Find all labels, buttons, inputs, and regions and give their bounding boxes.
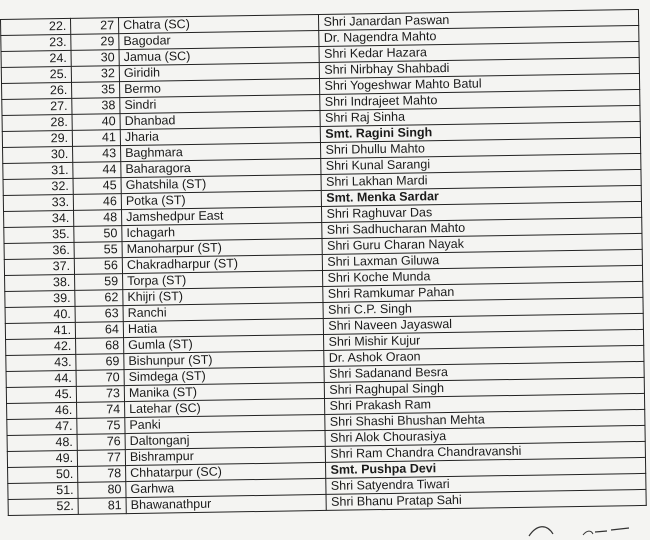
serial-number: 29.	[2, 130, 72, 147]
serial-number: 30.	[3, 146, 73, 163]
candidate-name: Shri Yogeshwar Mahto Batul	[320, 73, 640, 94]
candidate-name: Smt. Ragini Singh	[321, 121, 641, 142]
constituency-name: Ghatshila (ST)	[121, 174, 322, 193]
constituency-number: 62	[75, 290, 123, 307]
serial-number: 48.	[7, 434, 77, 451]
candidate-name: Shri Naveen Jayaswal	[324, 313, 644, 334]
candidate-name: Shri Raghuvar Das	[322, 201, 642, 222]
constituency-number: 41	[72, 130, 120, 147]
serial-number: 46.	[7, 402, 77, 419]
signature-mark	[525, 520, 635, 540]
constituency-number: 56	[74, 258, 122, 275]
constituency-name: Dhanbad	[120, 110, 321, 129]
serial-number: 22.	[1, 18, 71, 35]
candidate-name: Shri Mishir Kujur	[324, 329, 644, 350]
serial-number: 25.	[1, 66, 71, 83]
candidate-name: Dr. Ashok Oraon	[324, 345, 644, 366]
constituency-number: 45	[73, 178, 121, 195]
serial-number: 33.	[3, 194, 73, 211]
constituency-name: Bagodar	[119, 30, 320, 49]
constituency-number: 74	[77, 402, 125, 419]
candidate-table-body	[1, 9, 647, 515]
serial-number: 45.	[6, 386, 76, 403]
serial-number: 52.	[8, 498, 78, 515]
constituency-name: Potka (ST)	[121, 190, 322, 209]
candidate-name: Shri Koche Munda	[323, 265, 643, 286]
candidate-name: Shri Satyendra Tiwari	[326, 473, 646, 494]
candidate-name: Shri C.P. Singh	[323, 297, 643, 318]
serial-number: 24.	[1, 50, 71, 67]
serial-number: 39.	[5, 290, 75, 307]
serial-number: 41.	[5, 322, 75, 339]
constituency-number: 29	[71, 34, 119, 51]
constituency-name: Panki	[125, 414, 326, 433]
constituency-number: 32	[71, 66, 119, 83]
constituency-number: 70	[76, 370, 124, 387]
candidate-name: Shri Dhullu Mahto	[321, 137, 641, 158]
constituency-number: 44	[73, 162, 121, 179]
constituency-name: Giridih	[119, 62, 320, 81]
candidate-name: Dr. Nagendra Mahto	[319, 25, 639, 46]
serial-number: 28.	[2, 114, 72, 131]
serial-number: 34.	[4, 210, 74, 227]
constituency-name: Ranchi	[123, 302, 324, 321]
constituency-name: Ichagarh	[122, 222, 323, 241]
serial-number: 31.	[3, 162, 73, 179]
serial-number: 43.	[6, 354, 76, 371]
serial-number: 40.	[5, 306, 75, 323]
candidate-name: Shri Raj Sinha	[320, 105, 640, 126]
serial-number: 35.	[4, 226, 74, 243]
constituency-number: 77	[77, 450, 125, 467]
constituency-number: 73	[76, 386, 124, 403]
serial-number: 26.	[2, 82, 72, 99]
constituency-name: Torpa (ST)	[123, 270, 324, 289]
constituency-number: 59	[75, 274, 123, 291]
constituency-number: 38	[72, 98, 120, 115]
serial-number: 27.	[2, 98, 72, 115]
constituency-number: 75	[77, 418, 125, 435]
constituency-name: Khijri (ST)	[123, 286, 324, 305]
candidate-table	[0, 9, 647, 516]
constituency-number: 30	[71, 50, 119, 67]
constituency-name: Jharia	[120, 126, 321, 145]
candidate-name: Shri Shashi Bhushan Mehta	[325, 409, 645, 430]
candidate-name: Smt. Pushpa Devi	[326, 457, 646, 478]
candidate-name: Shri Sadhucharan Mahto	[322, 217, 642, 238]
serial-number: 37.	[4, 258, 74, 275]
constituency-number: 48	[74, 210, 122, 227]
candidate-name: Smt. Menka Sardar	[322, 185, 642, 206]
candidate-name: Shri Kunal Sarangi	[321, 153, 641, 174]
constituency-name: Chakradharpur (ST)	[122, 254, 323, 273]
constituency-number: 46	[73, 194, 121, 211]
constituency-name: Bishrampur	[125, 446, 326, 465]
candidate-name: Shri Raghupal Singh	[325, 377, 645, 398]
candidate-name: Shri Indrajeet Mahto	[320, 89, 640, 110]
candidate-name: Shri Kedar Hazara	[319, 41, 639, 62]
constituency-name: Bishunpur (ST)	[124, 350, 325, 369]
candidate-name: Shri Prakash Ram	[325, 393, 645, 414]
constituency-number: 64	[75, 322, 123, 339]
constituency-name: Bhawanathpur	[126, 494, 327, 513]
constituency-name: Hatia	[123, 318, 324, 337]
constituency-number: 68	[76, 338, 124, 355]
serial-number: 50.	[8, 466, 78, 483]
constituency-number: 63	[75, 306, 123, 323]
serial-number: 49.	[7, 450, 77, 467]
candidate-name: Shri Lakhan Mardi	[321, 169, 641, 190]
candidate-name: Shri Guru Charan Nayak	[322, 233, 642, 254]
constituency-name: Jamua (SC)	[119, 46, 320, 65]
candidate-name: Shri Laxman Giluwa	[323, 249, 643, 270]
serial-number: 42.	[6, 338, 76, 355]
candidate-name: Shri Bhanu Pratap Sahi	[326, 489, 646, 510]
serial-number: 36.	[4, 242, 74, 259]
constituency-name: Chhatarpur (SC)	[126, 462, 327, 481]
constituency-name: Simdega (ST)	[124, 366, 325, 385]
constituency-number: 35	[72, 82, 120, 99]
constituency-number: 50	[74, 226, 122, 243]
constituency-name: Baghmara	[121, 142, 322, 161]
constituency-name: Manika (ST)	[124, 382, 325, 401]
constituency-name: Garhwa	[126, 478, 327, 497]
constituency-number: 69	[76, 354, 124, 371]
constituency-number: 43	[73, 146, 121, 163]
constituency-number: 81	[78, 498, 126, 515]
constituency-number: 40	[72, 114, 120, 131]
constituency-number: 55	[74, 242, 122, 259]
constituency-name: Daltonganj	[125, 430, 326, 449]
constituency-number: 27	[71, 18, 119, 35]
constituency-name: Latehar (SC)	[125, 398, 326, 417]
serial-number: 23.	[1, 34, 71, 51]
constituency-name: Gumla (ST)	[124, 334, 325, 353]
candidate-name: Shri Sadanand Besra	[324, 361, 644, 382]
constituency-number: 78	[78, 466, 126, 483]
serial-number: 44.	[6, 370, 76, 387]
candidate-name: Shri Alok Chourasiya	[325, 425, 645, 446]
serial-number: 32.	[3, 178, 73, 195]
serial-number: 51.	[8, 482, 78, 499]
candidate-name: Shri Ramkumar Pahan	[323, 281, 643, 302]
serial-number: 47.	[7, 418, 77, 435]
constituency-name: Manoharpur (ST)	[122, 238, 323, 257]
constituency-name: Jamshedpur East	[122, 206, 323, 225]
constituency-name: Chatra (SC)	[119, 14, 320, 33]
serial-number: 38.	[5, 274, 75, 291]
constituency-number: 76	[77, 434, 125, 451]
constituency-name: Bermo	[120, 78, 321, 97]
constituency-number: 80	[78, 482, 126, 499]
candidate-name: Shri Janardan Paswan	[319, 9, 639, 30]
constituency-name: Sindri	[120, 94, 321, 113]
candidate-name: Shri Ram Chandra Chandravanshi	[326, 441, 646, 462]
candidate-name: Shri Nirbhay Shahbadi	[320, 57, 640, 78]
constituency-name: Baharagora	[121, 158, 322, 177]
